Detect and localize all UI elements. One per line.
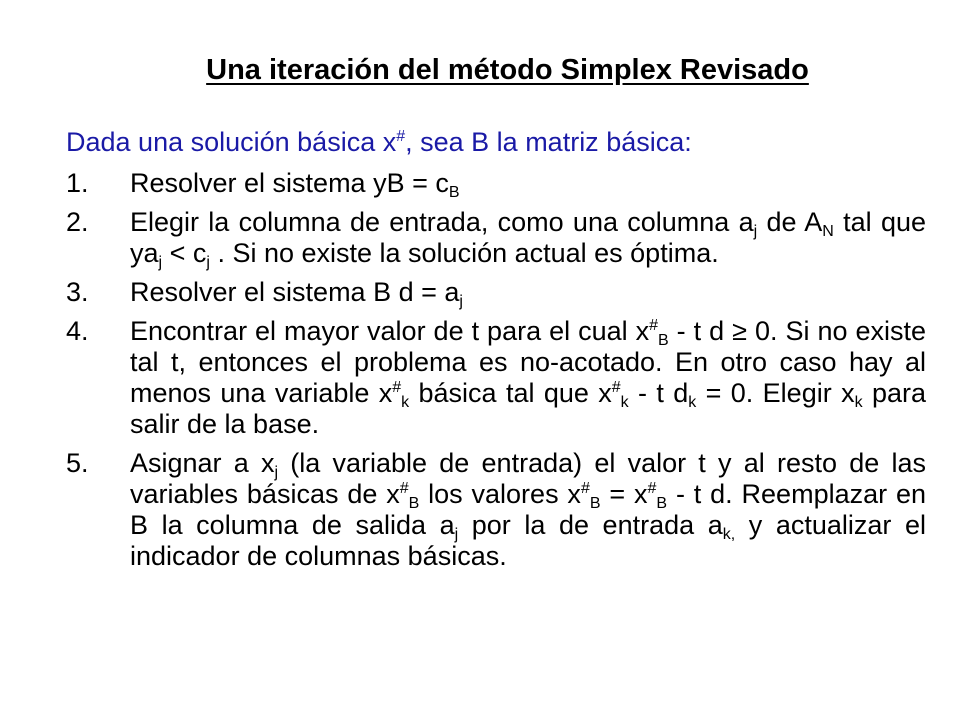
step-2-sub-4: j <box>206 254 210 271</box>
step-2-text-a: Elegir la columna de entrada, como una columna a <box>130 207 754 237</box>
step-4-sub-1: B <box>658 332 669 349</box>
step-2-sub-1: j <box>753 223 758 240</box>
step-text <box>130 277 926 308</box>
step-4-text-e: = 0. Elegir x <box>696 378 855 408</box>
slide-title: Una iteración del método Simplex Revisado <box>206 54 809 86</box>
step-2-sub-2: N <box>822 223 834 240</box>
step-number: 1. <box>66 168 89 198</box>
intro-sup: # <box>396 128 406 145</box>
step-1 <box>66 168 926 199</box>
step-5-sub-1: j <box>274 464 279 481</box>
step-2-text-b: de A <box>757 207 823 237</box>
step-5-text-c: los valores x <box>419 479 581 509</box>
step-2-sub-3: j <box>158 254 163 271</box>
step-5-sub-5: j <box>454 526 459 543</box>
step-5 <box>66 448 926 572</box>
step-5-sub-2: B <box>408 495 420 512</box>
step-4-sup-2: # <box>392 379 402 396</box>
step-3-sub: j <box>459 293 463 310</box>
step-1-text-a: Resolver el sistema yB = c <box>130 168 449 198</box>
step-2-text-e: . Si no existe la solución actual es óptima. <box>209 238 719 268</box>
step-5-text-b: (la variable de entrada) el valor t y al resto de las variables básicas de x <box>130 448 926 509</box>
step-4-sub-4: k <box>688 394 697 411</box>
step-number: 4. <box>66 316 89 346</box>
step-4-sup-1: # <box>649 317 659 334</box>
step-4-sub-3: k <box>620 394 629 411</box>
step-text <box>130 168 926 199</box>
intro-pre: Dada una solución básica x <box>66 127 397 157</box>
step-5-sup-3: # <box>580 480 590 497</box>
step-5-sub-6: k, <box>722 526 736 543</box>
step-5-text-g: y actualizar el indicador de columnas básicas. <box>130 510 927 571</box>
step-2 <box>66 207 926 269</box>
step-number: 5. <box>66 448 89 478</box>
step-number: 2. <box>66 207 89 237</box>
step-2-text-c: tal que ya <box>130 207 926 268</box>
step-5-text-e: - t d. Reemplazar en B la columna de salida a <box>130 479 926 540</box>
step-4-text-c: básica tal que x <box>409 378 612 408</box>
step-5-sub-3: B <box>589 495 601 512</box>
step-5-sup-4: # <box>647 480 657 497</box>
step-number: 3. <box>66 277 89 307</box>
step-4-sub-2: k <box>401 394 410 411</box>
step-text <box>130 207 926 269</box>
intro-text <box>66 124 692 160</box>
step-text <box>130 448 926 572</box>
intro-post: , sea B la matriz básica: <box>405 127 692 157</box>
step-1-sub: B <box>448 184 460 201</box>
step-2-text-d: < c <box>162 238 207 268</box>
steps-list <box>66 168 926 580</box>
step-4-text-b: - t d ≥ 0. Si no existe tal t, entonces el problema es no-acotado. En otro caso hay al menos una variable x <box>130 316 926 408</box>
step-5-text-d: = x <box>600 479 648 509</box>
step-5-text-a: Asignar a x <box>130 448 275 478</box>
step-5-text-f: por la de entrada a <box>458 510 723 540</box>
step-4-text-a: Encontrar el mayor valor de t para el cual x <box>130 316 650 346</box>
step-text <box>130 316 926 440</box>
step-3 <box>66 277 926 308</box>
step-4-text-d: - t d <box>628 378 689 408</box>
step-3-text-a: Resolver el sistema B d = a <box>130 277 460 307</box>
step-5-sup-2: # <box>399 480 409 497</box>
step-4-text-f: para salir de la base. <box>130 378 926 439</box>
step-4-sup-3: # <box>611 379 621 396</box>
step-4-sub-5: k <box>854 394 863 411</box>
step-5-sub-4: B <box>656 495 668 512</box>
step-4 <box>66 316 926 440</box>
